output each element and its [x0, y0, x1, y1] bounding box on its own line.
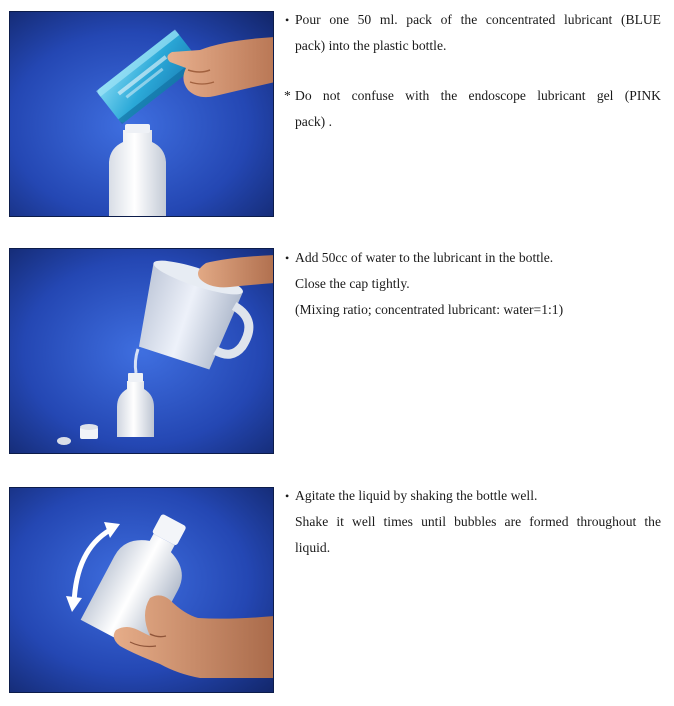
bullet-icon: •: [285, 251, 290, 265]
step3-instructions: [285, 483, 661, 561]
step3-line-3: liquid.: [295, 540, 331, 555]
step1-line-2: pack) into the plastic bottle.: [295, 38, 447, 53]
step3-line-1: • Agitate the liquid by shaking the bottle well.: [285, 483, 661, 509]
step3-photo: [9, 487, 274, 693]
step2-line-3: (Mixing ratio; concentrated lubricant: water=1:1): [295, 302, 564, 317]
bullet-icon: •: [285, 13, 290, 27]
asterisk-icon: *: [284, 88, 291, 103]
step1-note-line-2: pack) .: [295, 114, 332, 129]
step1-instructions: [285, 7, 661, 135]
step1-line-1: • Pour one 50 ml. pack of the concentrated lubricant (BLUE: [285, 7, 661, 33]
step1-note-line-1: * Do not confuse with the endoscope lubricant gel (PINK: [285, 83, 661, 109]
step3-line-2: Shake it well times until bubbles are formed throughout the: [295, 514, 661, 529]
step2-photo: [9, 248, 274, 454]
step2-line-2: Close the cap tightly.: [295, 276, 410, 291]
step1-photo: [9, 11, 274, 217]
step2-instructions: [285, 245, 661, 323]
step2-line-1: • Add 50cc of water to the lubricant in the bottle.: [285, 245, 661, 271]
bullet-icon: •: [285, 489, 290, 503]
